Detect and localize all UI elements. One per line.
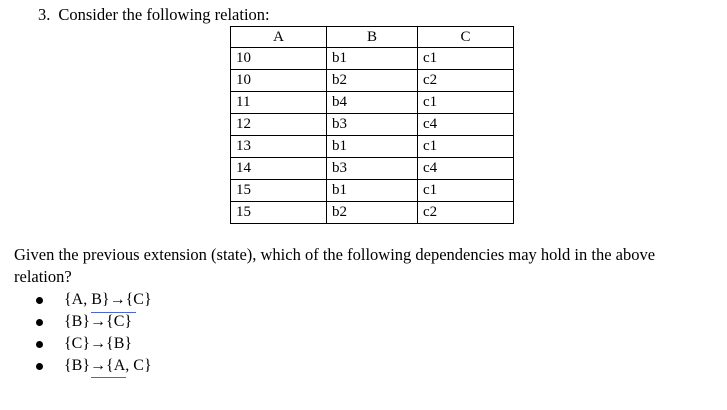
table-cell: 15 (231, 202, 327, 224)
dependency-text: {C}→{B} (64, 335, 133, 352)
bullet-icon (36, 341, 43, 348)
list-item (36, 333, 152, 355)
table-row (231, 158, 514, 180)
table-cell: 10 (231, 70, 327, 92)
question-number: 3. (38, 5, 51, 24)
table-row (231, 48, 514, 70)
table-row (231, 180, 514, 202)
table-cell: c1 (418, 48, 514, 70)
list-item (36, 311, 152, 333)
question-text: Consider the following relation: (58, 5, 270, 24)
relation-table (230, 26, 514, 224)
table-cell: b1 (327, 180, 418, 202)
table-cell: b2 (327, 70, 418, 92)
table-cell: b3 (327, 158, 418, 180)
table-cell: 12 (231, 114, 327, 136)
table-header-row (231, 27, 514, 48)
table-row (231, 70, 514, 92)
table-cell: b1 (327, 48, 418, 70)
table-cell: c1 (418, 180, 514, 202)
table-cell: 10 (231, 48, 327, 70)
table-cell: c2 (418, 202, 514, 224)
bullet-icon (36, 297, 43, 304)
table-row (231, 136, 514, 158)
question-heading (38, 5, 270, 25)
bullet-icon (36, 319, 43, 326)
dependency-text: {B}→{C} (64, 313, 133, 330)
table-cell: c1 (418, 136, 514, 158)
table-row (231, 92, 514, 114)
table-cell: c4 (418, 158, 514, 180)
table-row (231, 114, 514, 136)
dependency-text: {A, B}→{C} (64, 291, 152, 308)
column-header-c: C (418, 27, 514, 48)
table-cell: 15 (231, 180, 327, 202)
question-prompt: Given the previous extension (state), which of the following dependencies may hold in the above relation? (14, 245, 656, 286)
table-cell: b4 (327, 92, 418, 114)
dependency-text: {B}→{A, C} (64, 357, 152, 374)
table-cell: c2 (418, 70, 514, 92)
table-cell: c1 (418, 92, 514, 114)
column-header-a: A (231, 27, 327, 48)
spellcheck-underline (91, 374, 126, 378)
table-row (231, 202, 514, 224)
table-cell: 14 (231, 158, 327, 180)
table-cell: b1 (327, 136, 418, 158)
table-cell: c4 (418, 114, 514, 136)
table-cell: 11 (231, 92, 327, 114)
bullet-icon (36, 363, 43, 370)
column-header-b: B (327, 27, 418, 48)
list-item (36, 289, 152, 311)
table-cell: b2 (327, 202, 418, 224)
table-cell: 13 (231, 136, 327, 158)
dependency-list (36, 289, 152, 377)
spellcheck-underline (91, 309, 136, 313)
table-cell: b3 (327, 114, 418, 136)
